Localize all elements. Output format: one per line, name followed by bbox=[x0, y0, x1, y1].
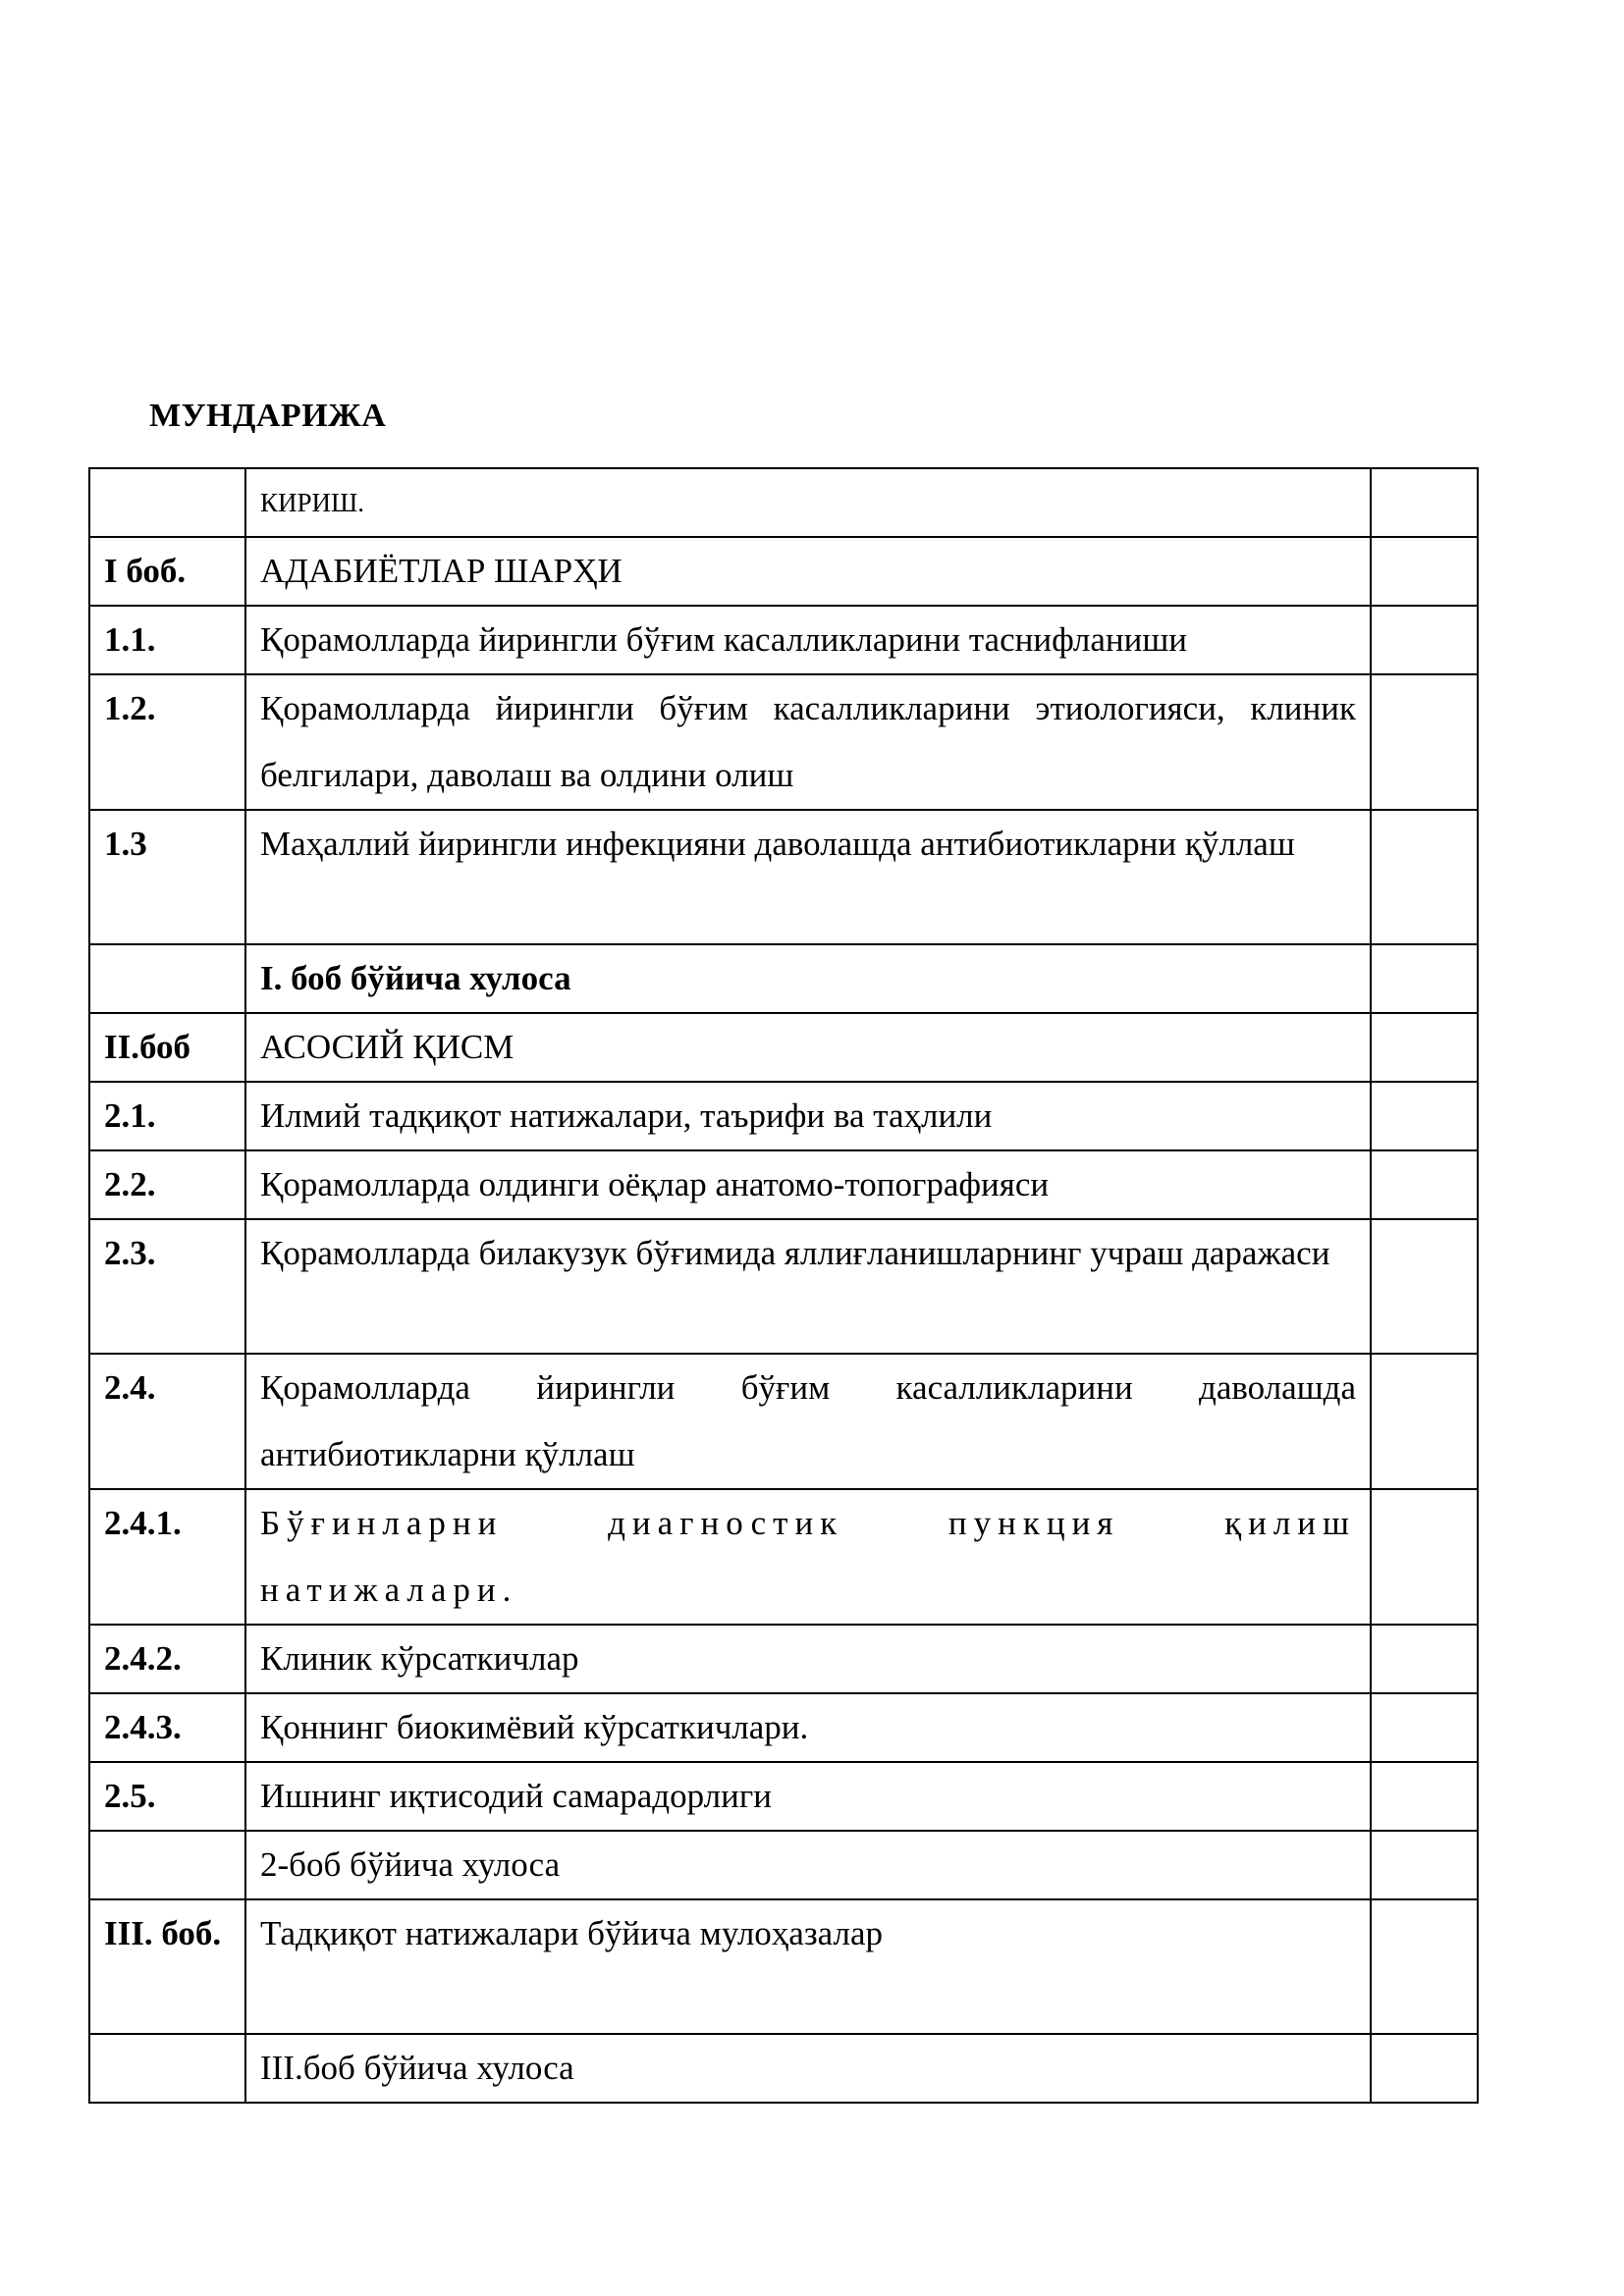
toc-page-number bbox=[1371, 606, 1478, 674]
toc-page-number bbox=[1371, 1013, 1478, 1082]
table-of-contents bbox=[88, 467, 1479, 2104]
toc-section-number: 1.2. bbox=[89, 674, 245, 810]
toc-section-title: Илмий тадқиқот натижалари, таърифи ва таҳлили bbox=[245, 1082, 1371, 1150]
toc-section-title: III.боб бўйича хулоса bbox=[245, 2034, 1371, 2103]
toc-row bbox=[89, 1899, 1478, 2034]
toc-page-number bbox=[1371, 2034, 1478, 2103]
toc-row bbox=[89, 1762, 1478, 1831]
toc-section-number bbox=[89, 944, 245, 1013]
toc-section-title: Бўғинларни диагностик пункция қилиш натижалари. bbox=[245, 1489, 1371, 1625]
toc-section-title: Қоннинг биокимёвий кўрсаткичлари. bbox=[245, 1693, 1371, 1762]
toc-page-number bbox=[1371, 944, 1478, 1013]
toc-section-title: Тадқиқот натижалари бўйича мулоҳазалар bbox=[245, 1899, 1371, 2034]
toc-page-number bbox=[1371, 1489, 1478, 1625]
toc-section-title: 2-боб бўйича хулоса bbox=[245, 1831, 1371, 1899]
toc-row bbox=[89, 1489, 1478, 1625]
toc-row bbox=[89, 1150, 1478, 1219]
toc-page-number bbox=[1371, 1625, 1478, 1693]
toc-row bbox=[89, 810, 1478, 944]
toc-section-title: Клиник кўрсаткичлар bbox=[245, 1625, 1371, 1693]
toc-section-title: АСОСИЙ ҚИСМ bbox=[245, 1013, 1371, 1082]
toc-section-title: Қорамолларда билакузук бўғимида яллиғланишларнинг учраш даражаси bbox=[245, 1219, 1371, 1354]
toc-row bbox=[89, 1693, 1478, 1762]
toc-section-number: 1.3 bbox=[89, 810, 245, 944]
toc-section-title: Маҳаллий йирингли инфекцияни даволашда антибиотикларни қўллаш bbox=[245, 810, 1371, 944]
toc-section-number: 2.5. bbox=[89, 1762, 245, 1831]
toc-page-number bbox=[1371, 537, 1478, 606]
toc-row bbox=[89, 1831, 1478, 1899]
toc-section-title: Қорамолларда йирингли бўғим касалликларини таснифланиши bbox=[245, 606, 1371, 674]
toc-row bbox=[89, 1219, 1478, 1354]
toc-page-number bbox=[1371, 1082, 1478, 1150]
toc-section-title: Ишнинг иқтисодий самарадорлиги bbox=[245, 1762, 1371, 1831]
toc-section-number: 2.4.1. bbox=[89, 1489, 245, 1625]
toc-page-number bbox=[1371, 1831, 1478, 1899]
toc-row bbox=[89, 1082, 1478, 1150]
toc-section-number: 2.4.2. bbox=[89, 1625, 245, 1693]
toc-section-number bbox=[89, 468, 245, 537]
toc-row bbox=[89, 606, 1478, 674]
toc-row bbox=[89, 944, 1478, 1013]
toc-row bbox=[89, 674, 1478, 810]
toc-section-number: 2.3. bbox=[89, 1219, 245, 1354]
toc-section-title: Қорамолларда олдинги оёқлар анатомо-топографияси bbox=[245, 1150, 1371, 1219]
toc-row bbox=[89, 1625, 1478, 1693]
toc-section-title: КИРИШ. bbox=[245, 468, 1371, 537]
toc-page-number bbox=[1371, 1899, 1478, 2034]
page-title: МУНДАРИЖА bbox=[149, 398, 387, 434]
toc-row bbox=[89, 537, 1478, 606]
toc-page-number bbox=[1371, 1693, 1478, 1762]
toc-section-number: 2.4.3. bbox=[89, 1693, 245, 1762]
toc-section-number: 2.4. bbox=[89, 1354, 245, 1489]
toc-section-title: Қорамолларда йирингли бўғим касалликларини даволашда антибиотикларни қўллаш bbox=[245, 1354, 1371, 1489]
toc-section-number: III. боб. bbox=[89, 1899, 245, 2034]
toc-section-title: АДАБИЁТЛАР ШАРҲИ bbox=[245, 537, 1371, 606]
toc-section-number: I боб. bbox=[89, 537, 245, 606]
toc-page-number bbox=[1371, 810, 1478, 944]
toc-row bbox=[89, 1354, 1478, 1489]
toc-section-number bbox=[89, 1831, 245, 1899]
toc-page-number bbox=[1371, 1150, 1478, 1219]
toc-body bbox=[89, 468, 1478, 2103]
toc-row bbox=[89, 468, 1478, 537]
toc-page-number bbox=[1371, 468, 1478, 537]
toc-row bbox=[89, 1013, 1478, 1082]
toc-page-number bbox=[1371, 674, 1478, 810]
toc-section-number bbox=[89, 2034, 245, 2103]
toc-page-number bbox=[1371, 1219, 1478, 1354]
toc-section-number: 2.2. bbox=[89, 1150, 245, 1219]
toc-section-title: Қорамолларда йирингли бўғим касалликларини этиологияси, клиник белгилари, даволаш ва олдини олиш bbox=[245, 674, 1371, 810]
toc-page-number bbox=[1371, 1354, 1478, 1489]
toc-section-number: 2.1. bbox=[89, 1082, 245, 1150]
toc-section-number: II.боб bbox=[89, 1013, 245, 1082]
toc-row bbox=[89, 2034, 1478, 2103]
toc-page-number bbox=[1371, 1762, 1478, 1831]
toc-section-number: 1.1. bbox=[89, 606, 245, 674]
toc-section-title: I. боб бўйича хулоса bbox=[245, 944, 1371, 1013]
